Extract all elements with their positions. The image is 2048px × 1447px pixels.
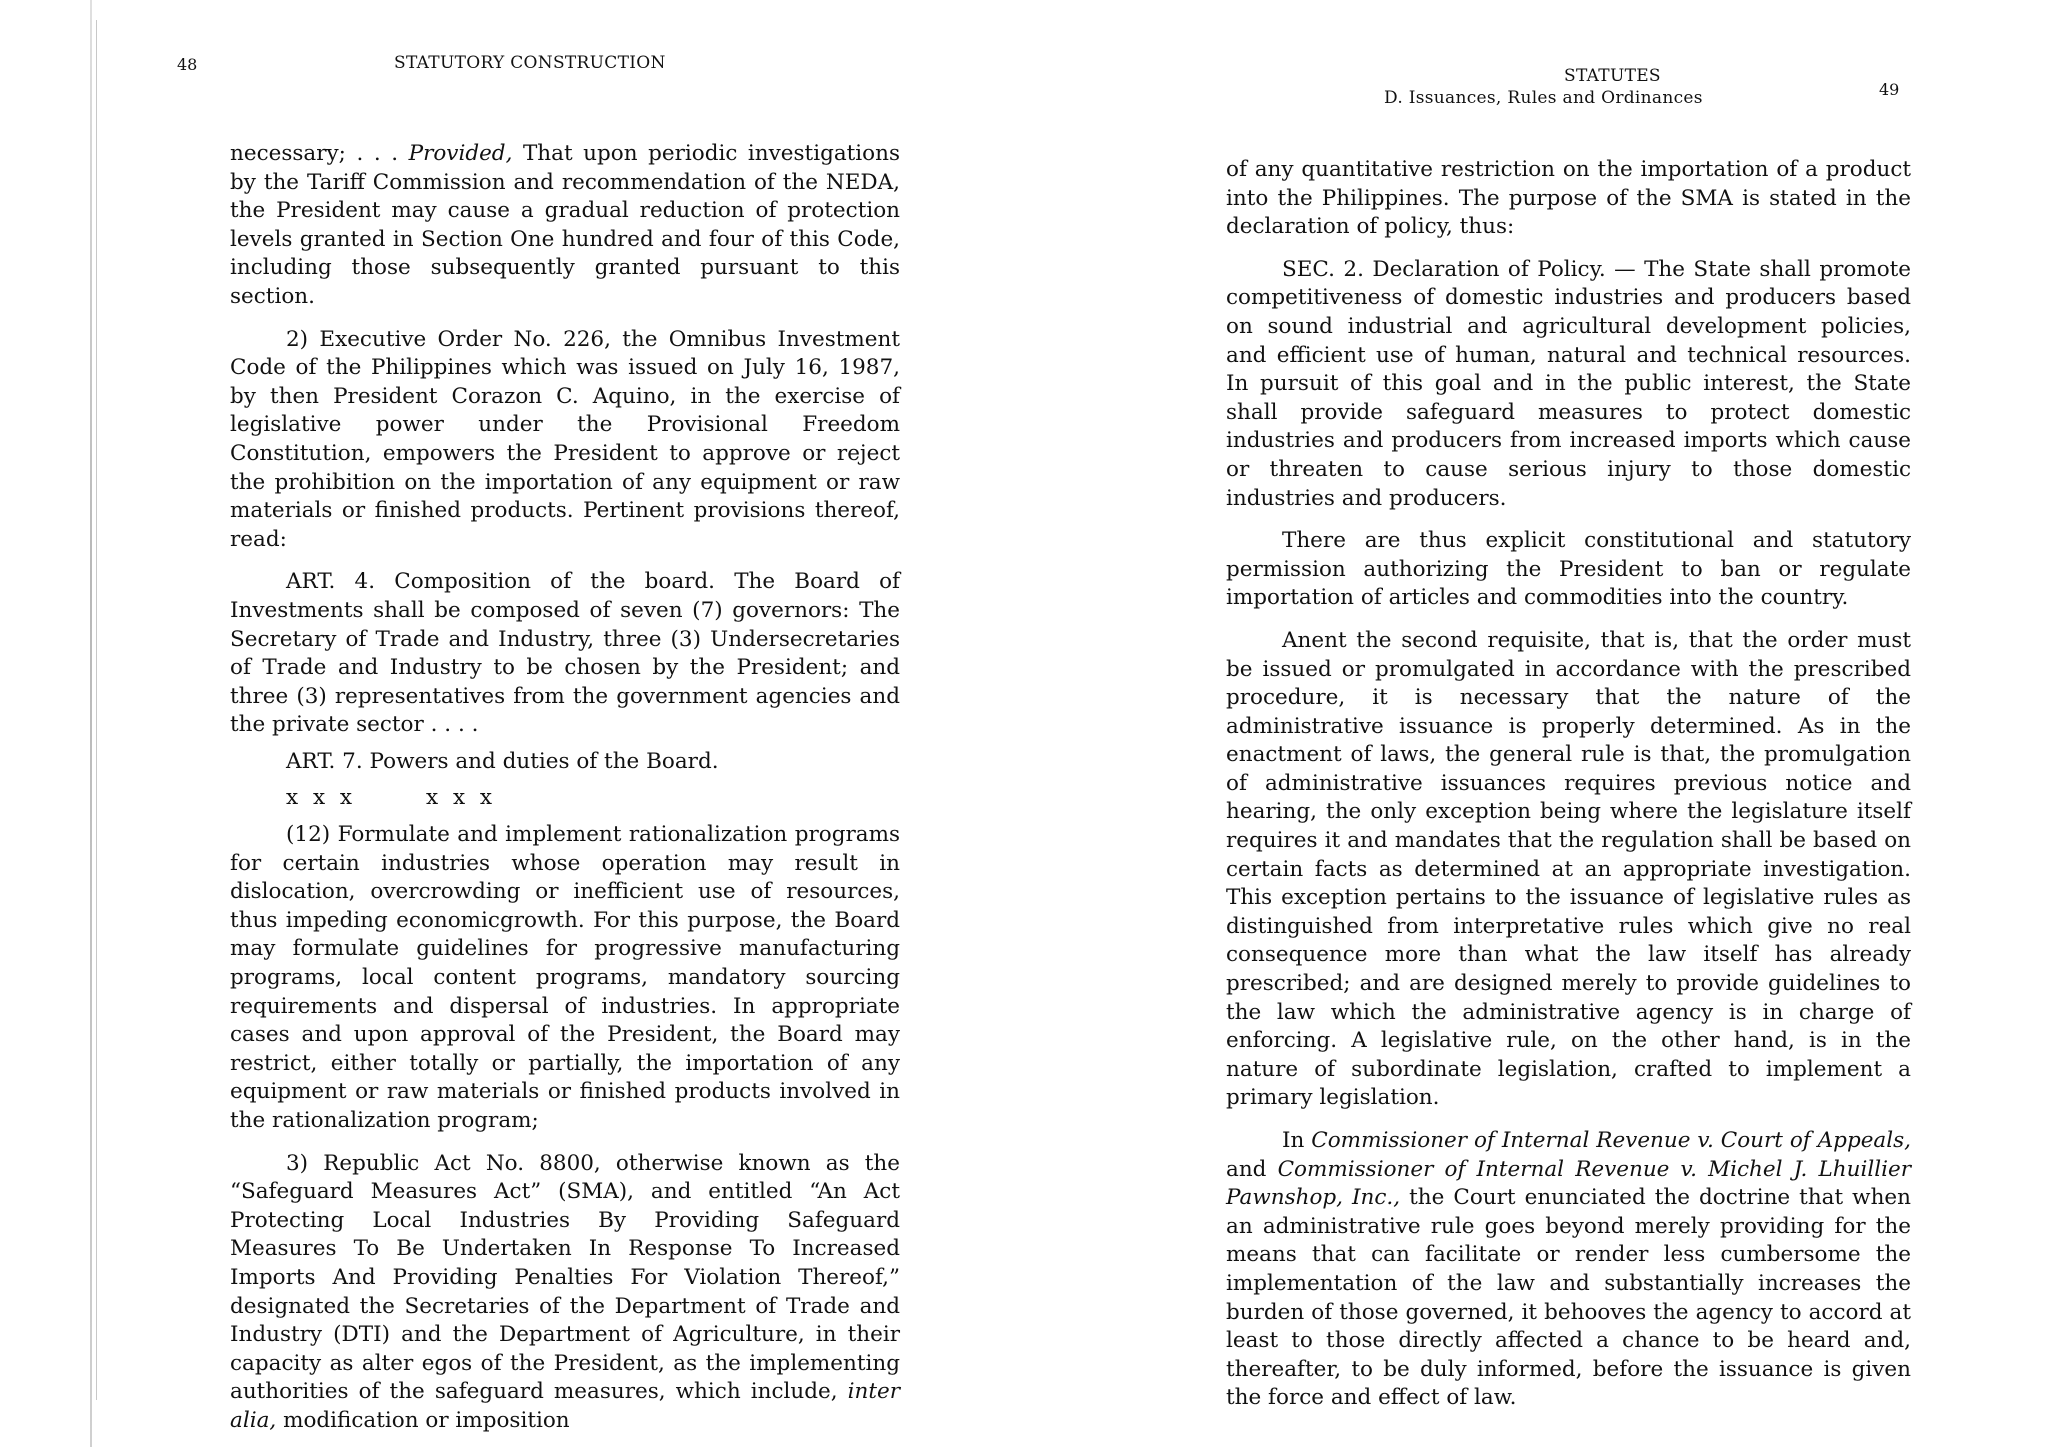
paragraph: 2) Executive Order No. 226, the Omnibus Investment Code of the Philippines which was issued on July 16, 1987, by then President Corazon C. Aquino, in the exercise of legislative power under the Provisional Freedom Constitution, empowers the President to approve or reject the prohibition on the importation of any equipment or raw materials or finished products. Pertinent provisions thereof, read: xyxy=(230,326,900,552)
quoted-article-heading: ART. 7. Powers and duties of the Board. xyxy=(286,748,719,774)
paragraph: In Commissioner of Internal Revenue v. Court of Appeals, and Commissioner of Internal Revenue v. Michel J. Lhuillier Pawnshop, Inc., the Court enunciated the doctrine that when an administrative rule goes beyond merely providing for the means that can facilitate or render less cumbersome the implementation of the law and substantially increases the burden of those governed, it behooves the agency to accord at least to those directly affected a chance to be heard and, thereafter, to be duly informed, before the issuance is given the force and effect of law. xyxy=(1226,1128,1912,1411)
quoted-section: SEC. 2. Declaration of Policy. — The State shall promote competitiveness of domestic industries and producers based on sound industrial and agricultural development policies, and efficient use of human, natural and technical resources. In pursuit of this goal and in the public interest, the State shall provide safeguard measures to protect domestic industries and producers from increased imports which cause or threaten to cause serious injury to those domestic industries and producers. xyxy=(1226,256,1911,511)
paragraph: of any quantitative restriction on the importation of a product into the Philippines. The purpose of the SMA is stated in the declaration of policy, thus: xyxy=(1226,157,1911,240)
quoted-article: ART. 4. Composition of the board. The Board of Investments shall be composed of seven (7) governors: The Secretary of Trade and Industry, three (3) Undersecretaries of Trade and Industry to be chosen by the President; and three (3) representatives from the government agencies and the private sector . . . . xyxy=(230,569,900,738)
quoted-article: (12) Formulate and implement rationalization programs for certain industries whose operation may result in dislocation, overcrowding or inefficient use of resources, thus impeding economicgrowth. For this purpose, the Board may formulate guidelines for progressive manufacturing programs, local content programs, mandatory sourcing requirements and dispersal of industries. In appropriate cases and upon approval of the President, the Board may restrict, either totally or partially, the importation of any equipment or raw materials or finished products involved in the rationalization program; xyxy=(230,822,900,1133)
paragraph: Anent the second requisite, that is, that the order must be issued or promulgated in accordance with the prescribed procedure, it is necessary that the nature of the administrative issuance is properly determined. As in the enactment of laws, the general rule is that, the promulgation of administrative issuances requires previous notice and hearing, the only exception being where the legislature itself requires it and mandates that the regulation shall be based on certain facts as determined at an appropriate investigation. This exception pertains to the issuance of legislative rules as distinguished from interpretative rules which give no real consequence more than what the law itself has already prescribed; and are designed merely to provide guidelines to the law which the administrative agency is in charge of enforcing. A legislative rule, on the other hand, is in the nature of subordinate legislation, crafted to implement a primary legislation. xyxy=(1226,627,1911,1111)
page-number: 48 xyxy=(177,55,198,74)
running-head: STATUTORY CONSTRUCTION xyxy=(394,53,666,73)
running-head-title: STATUTES xyxy=(1564,66,1661,86)
paragraph: There are thus explicit constitutional and statutory permission authorizing the President to ban or regulate importation of articles and commodities into the country. xyxy=(1226,528,1911,611)
page-body xyxy=(1226,156,1911,1413)
right-page xyxy=(1024,0,2048,1447)
paragraph: necessary; . . . Provided, That upon periodic investigations by the Tariff Commission and recommendation of the NEDA, the President may cause a gradual reduction of protection levels granted in Section One hundred and four of this Code, including those subsequently granted pursuant to this section. xyxy=(230,141,900,309)
running-head-subtitle: D. Issuances, Rules and Ordinances xyxy=(1384,88,1703,108)
ellipsis-marker: x x x x x x xyxy=(286,785,497,811)
page-number: 49 xyxy=(1879,80,1900,99)
paragraph: 3) Republic Act No. 8800, otherwise known as the “Safeguard Measures Act” (SMA), and entitled “An Act Protecting Local Industries By Providing Safeguard Measures To Be Undertaken In Response To Increased Imports And Providing Penalties For Violation Thereof,” designated the Secretaries of the Department of Trade and Industry (DTI) and the Department of Agriculture, in their capacity as alter egos of the President, as the implementing authorities of the safeguard measures, which include, inter alia, modification or imposition xyxy=(230,1150,900,1433)
page-body xyxy=(230,140,900,1436)
